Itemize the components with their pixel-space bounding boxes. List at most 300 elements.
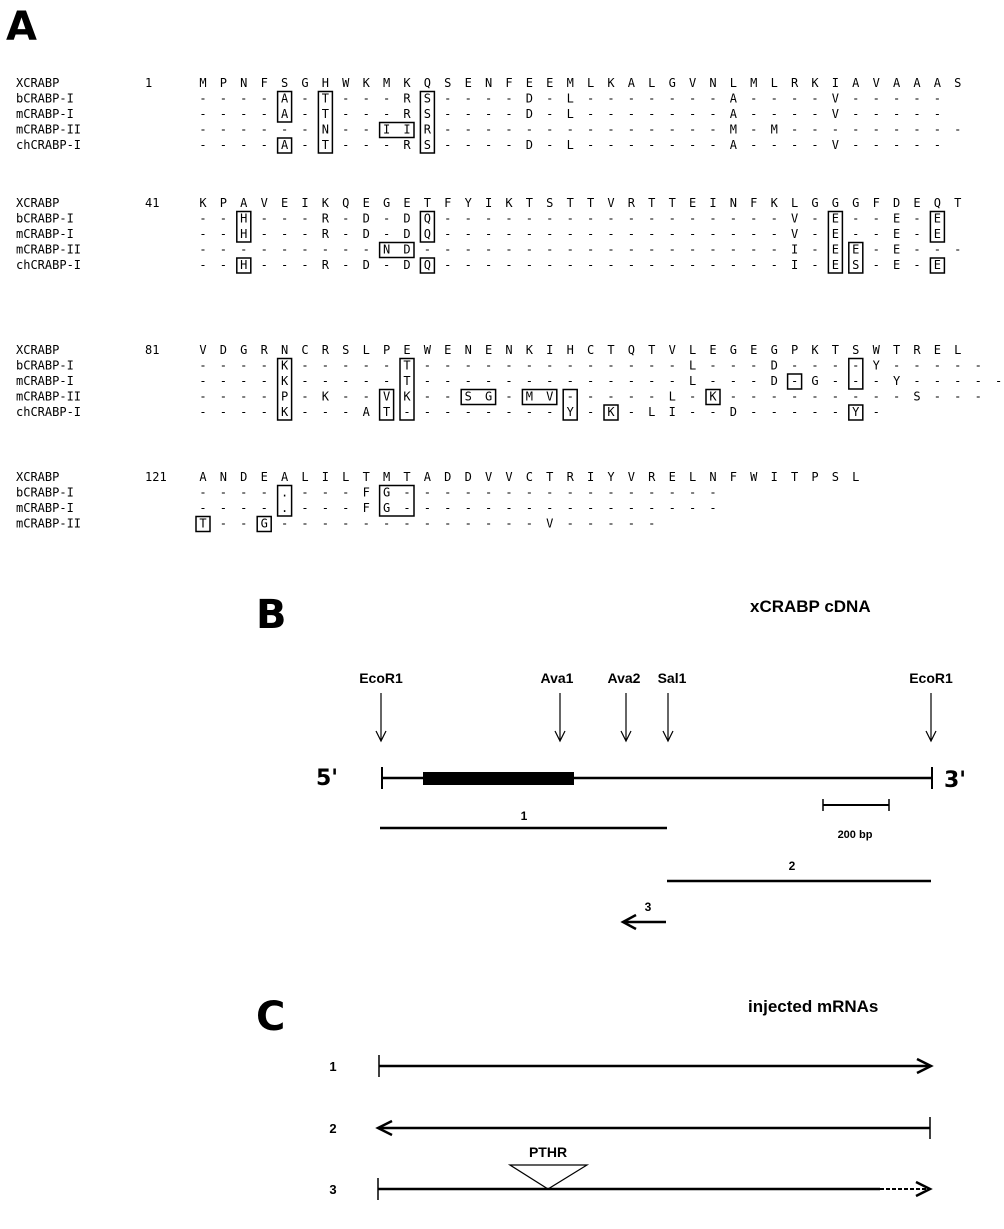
residue: - [790, 405, 799, 419]
residue: - [484, 516, 493, 531]
residue: P [280, 389, 289, 404]
residue: - [709, 501, 717, 515]
residue: - [321, 516, 330, 531]
residue: - [546, 227, 554, 241]
residue: - [342, 374, 350, 388]
residue: - [464, 516, 472, 531]
residue: - [484, 211, 493, 226]
residue: - [586, 91, 595, 106]
residue: I [484, 196, 493, 210]
residue: - [525, 358, 534, 373]
residue: - [260, 211, 268, 226]
residue: - [505, 227, 513, 241]
residue: - [892, 107, 901, 121]
residue: - [362, 107, 370, 121]
residue: V [790, 227, 799, 241]
residue: - [240, 389, 248, 404]
residue: - [444, 242, 452, 257]
residue: G [811, 374, 819, 388]
residue: - [505, 258, 513, 272]
alignment-block [16, 470, 859, 532]
sequence-row [199, 212, 941, 226]
residue: - [260, 107, 268, 121]
residue: E [933, 343, 942, 357]
residue: - [709, 138, 717, 152]
residue: E [709, 343, 717, 357]
residue: - [362, 91, 370, 106]
residue: - [464, 242, 472, 257]
residue: - [831, 122, 840, 137]
residue: - [933, 107, 942, 121]
residue: - [219, 242, 228, 257]
sequence-row [199, 138, 941, 152]
residue: - [709, 227, 717, 241]
residue: - [974, 374, 982, 388]
residue: D [444, 470, 452, 484]
residue: M [382, 470, 391, 484]
residue: T [892, 343, 901, 357]
residue: - [546, 122, 554, 137]
residue: D [362, 227, 370, 241]
residue: - [260, 405, 268, 419]
residue: - [872, 258, 880, 272]
residue: V [484, 470, 493, 484]
mrna-1-sense-arrow [379, 1055, 931, 1077]
sequence-name: bCRABP-I [16, 211, 74, 226]
residue: - [688, 258, 697, 272]
residue: - [342, 501, 350, 515]
residue: E [484, 343, 493, 357]
residue: - [913, 211, 921, 226]
residue: - [444, 258, 452, 272]
sequence-name: mCRABP-II [16, 242, 82, 257]
fragment-3-label: 3 [644, 900, 652, 914]
residue: - [423, 405, 432, 419]
residue: - [219, 374, 228, 388]
residue: - [770, 107, 778, 121]
residue: - [321, 374, 330, 388]
mrna-2-antisense-arrow [378, 1117, 930, 1139]
residue: - [872, 374, 880, 388]
residue: - [648, 485, 656, 500]
residue: A [913, 76, 921, 90]
residue: - [607, 138, 615, 152]
residue: - [423, 389, 432, 404]
residue: G [382, 196, 391, 210]
residue: K [607, 76, 615, 90]
residue: - [831, 374, 840, 388]
residue: - [280, 211, 289, 226]
residue: - [484, 242, 493, 257]
residue: G [729, 343, 738, 357]
residue: - [750, 374, 758, 388]
residue: V [831, 107, 840, 121]
residue: - [688, 405, 697, 419]
residue: - [668, 374, 676, 388]
residue: Y [566, 405, 574, 419]
residue: L [729, 76, 738, 90]
residue: - [688, 138, 697, 152]
residue: - [913, 242, 921, 257]
sequence-row [199, 405, 879, 419]
residue: D [403, 211, 411, 226]
residue: - [444, 211, 452, 226]
residue: - [750, 389, 758, 404]
residue: - [688, 91, 697, 106]
residue: - [484, 374, 493, 388]
residue: - [525, 122, 534, 137]
residue: - [280, 258, 289, 272]
residue: - [709, 358, 717, 373]
residue: S [423, 107, 432, 121]
residue: - [750, 227, 758, 241]
block-start-number: 81 [145, 343, 160, 357]
residue: L [668, 389, 676, 404]
sequence-name: mCRABP-II [16, 122, 82, 137]
sequence-name: XCRABP [16, 470, 60, 484]
residue: - [260, 374, 268, 388]
residue: - [280, 516, 289, 531]
residue: V [546, 516, 554, 531]
residue: - [382, 374, 391, 388]
residue: E [892, 242, 901, 257]
residue: - [668, 107, 676, 121]
residue: - [648, 501, 656, 515]
site-arrow-ecor1-right [926, 693, 936, 741]
residue: - [872, 389, 880, 404]
residue: - [913, 358, 921, 373]
residue: - [199, 91, 207, 106]
site-label-ecor1-left: EcoR1 [359, 670, 403, 686]
residue: - [280, 227, 289, 241]
residue: V [790, 211, 799, 226]
residue: E [892, 258, 901, 272]
map-title: xCRABP cDNA [750, 597, 871, 616]
residue: - [770, 258, 778, 272]
sequence-row [199, 196, 961, 210]
residue: A [933, 76, 942, 90]
residue: S [423, 138, 432, 152]
residue: N [505, 343, 513, 357]
residue: T [321, 91, 330, 106]
residue: T [607, 343, 615, 357]
residue: G [260, 516, 268, 531]
residue: L [688, 374, 697, 388]
residue: - [484, 122, 493, 137]
residue: - [872, 242, 880, 257]
residue: - [321, 485, 330, 500]
residue: - [627, 122, 636, 137]
residue: - [974, 389, 982, 404]
residue: - [607, 516, 615, 531]
residue: - [444, 405, 452, 419]
residue: - [790, 374, 799, 388]
residue: - [219, 501, 228, 515]
residue: L [648, 405, 656, 419]
residue: - [811, 211, 819, 226]
residue: - [648, 358, 656, 373]
residue: - [627, 501, 636, 515]
residue: H [321, 76, 330, 90]
residue: - [505, 389, 513, 404]
residue: L [586, 76, 595, 90]
three-prime-label: 3' [944, 768, 967, 793]
residue: T [382, 405, 391, 419]
residue: S [342, 343, 350, 357]
residue: - [750, 91, 758, 106]
residue: A [199, 470, 207, 484]
residue: - [484, 258, 493, 272]
residue: - [668, 358, 676, 373]
residue: M [729, 122, 738, 137]
residue: - [811, 91, 819, 106]
residue: D [770, 374, 778, 388]
residue: - [342, 485, 350, 500]
residue: - [525, 516, 534, 531]
residue: T [423, 196, 432, 210]
residue: S [831, 470, 840, 484]
residue: - [566, 227, 574, 241]
alignment-block [16, 343, 1002, 420]
residue: - [260, 258, 268, 272]
residue: I [790, 258, 799, 272]
residue: H [240, 211, 248, 226]
residue: - [505, 242, 513, 257]
residue: I [709, 196, 717, 210]
residue: - [627, 91, 636, 106]
residue: - [444, 227, 452, 241]
residue: - [301, 138, 309, 152]
residue: S [954, 76, 962, 90]
residue: - [301, 258, 309, 272]
residue: - [382, 358, 391, 373]
residue: - [974, 358, 982, 373]
residue: L [770, 76, 778, 90]
residue: - [729, 389, 738, 404]
residue: - [933, 122, 942, 137]
residue: L [566, 107, 574, 121]
residue: - [199, 405, 207, 419]
residue: V [546, 389, 554, 404]
residue: - [566, 516, 574, 531]
residue: - [668, 485, 676, 500]
residue: D [525, 91, 534, 106]
panel-label-b: B [256, 592, 287, 638]
residue: F [505, 76, 513, 90]
residue: - [607, 501, 615, 515]
residue: A [280, 470, 289, 484]
residue: - [199, 258, 207, 272]
residue: T [648, 343, 656, 357]
residue: T [648, 196, 656, 210]
sequence-row [199, 374, 1002, 388]
residue: - [382, 91, 391, 106]
residue: - [770, 211, 778, 226]
residue: - [668, 138, 676, 152]
residue: - [423, 374, 432, 388]
residue: Q [342, 196, 350, 210]
residue: - [586, 242, 595, 257]
residue: - [954, 122, 962, 137]
residue: - [852, 91, 860, 106]
residue: V [668, 343, 676, 357]
residue: E [852, 242, 860, 257]
residue: - [199, 358, 207, 373]
residue: T [321, 107, 330, 121]
residue: M [770, 122, 778, 137]
residue: S [444, 76, 452, 90]
residue: N [464, 343, 472, 357]
residue: - [648, 374, 656, 388]
residue: Y [892, 374, 901, 388]
residue: - [240, 501, 248, 515]
residue: D [525, 107, 534, 121]
residue: - [750, 242, 758, 257]
residue: - [484, 138, 493, 152]
residue: N [219, 470, 228, 484]
residue: Q [423, 227, 432, 241]
residue: - [464, 91, 472, 106]
site-arrow-ecor1-left [376, 693, 386, 741]
residue: - [199, 227, 207, 241]
fragment-1-label: 1 [520, 809, 528, 823]
sequence-alignment [16, 76, 1002, 532]
residue: - [362, 242, 370, 257]
residue: - [219, 107, 228, 121]
residue: - [852, 138, 860, 152]
residue: L [362, 343, 370, 357]
residue: - [770, 389, 778, 404]
residue: K [199, 196, 207, 210]
residue: - [301, 358, 309, 373]
residue: - [688, 242, 697, 257]
residue: - [913, 107, 921, 121]
mrnas-title: injected mRNAs [748, 997, 879, 1016]
residue: - [219, 516, 228, 531]
residue: A [240, 196, 248, 210]
residue: S [280, 76, 289, 90]
sequence-name: XCRABP [16, 196, 60, 210]
residue: V [505, 470, 513, 484]
residue: - [831, 389, 840, 404]
residue: - [505, 91, 513, 106]
residue: - [648, 258, 656, 272]
residue: - [505, 516, 513, 531]
residue: - [586, 501, 595, 515]
residue: V [199, 343, 207, 357]
residue: - [525, 242, 534, 257]
residue: - [811, 138, 819, 152]
sequence-name: bCRABP-I [16, 485, 74, 500]
sequence-name: mCRABP-II [16, 389, 82, 404]
residue: - [260, 389, 268, 404]
residue: T [403, 470, 411, 484]
residue: W [423, 343, 432, 357]
residue: - [852, 227, 860, 241]
residue: - [301, 107, 309, 121]
residue: F [872, 196, 880, 210]
residue: - [750, 211, 758, 226]
residue: - [892, 91, 901, 106]
residue: - [403, 516, 411, 531]
residue: - [382, 211, 391, 226]
residue: - [627, 374, 636, 388]
residue: - [811, 122, 819, 137]
sequence-row [199, 92, 941, 106]
residue: K [321, 196, 330, 210]
residue: - [627, 242, 636, 257]
residue: T [362, 470, 370, 484]
residue: - [729, 374, 738, 388]
alignment-block [16, 196, 961, 273]
site-label-ava2: Ava2 [607, 670, 641, 686]
residue: E [831, 242, 840, 257]
residue: W [342, 76, 350, 90]
residue: - [790, 138, 799, 152]
residue: N [709, 76, 717, 90]
residue: - [607, 91, 615, 106]
residue: - [954, 242, 962, 257]
residue: - [525, 374, 534, 388]
residue: T [790, 470, 799, 484]
residue: - [709, 258, 717, 272]
residue: P [790, 343, 799, 357]
residue: - [464, 358, 472, 373]
residue: - [750, 107, 758, 121]
residue: - [444, 122, 452, 137]
residue: - [240, 485, 248, 500]
residue: - [688, 107, 697, 121]
injected-mrnas [329, 997, 931, 1200]
residue: - [280, 122, 289, 137]
residue: - [852, 107, 860, 121]
residue: - [607, 358, 615, 373]
residue: - [199, 485, 207, 500]
residue: Y [872, 358, 880, 373]
residue: - [464, 107, 472, 121]
residue: - [444, 358, 452, 373]
residue: - [648, 138, 656, 152]
residue: - [913, 122, 921, 137]
residue: T [199, 516, 207, 531]
residue: A [280, 138, 289, 152]
panel-label-c: C [256, 994, 286, 1040]
site-arrow-sal1 [663, 693, 673, 741]
residue: P [382, 343, 391, 357]
residue: F [260, 76, 268, 90]
residue: - [872, 405, 880, 419]
residue: K [280, 358, 289, 373]
sequence-row [199, 359, 981, 373]
residue: L [790, 196, 799, 210]
residue: T [566, 196, 574, 210]
residue: H [566, 343, 574, 357]
pthr-insert-triangle [510, 1165, 587, 1189]
residue: - [648, 389, 656, 404]
residue: - [219, 227, 228, 241]
residue: K [709, 389, 717, 404]
residue: G [382, 485, 391, 500]
residue: - [892, 358, 901, 373]
residue: - [729, 258, 738, 272]
residue: - [484, 501, 493, 515]
residue: C [525, 470, 534, 484]
residue: - [872, 107, 880, 121]
residue: - [648, 227, 656, 241]
residue: - [831, 358, 840, 373]
residue: - [342, 516, 350, 531]
residue: E [831, 211, 840, 226]
